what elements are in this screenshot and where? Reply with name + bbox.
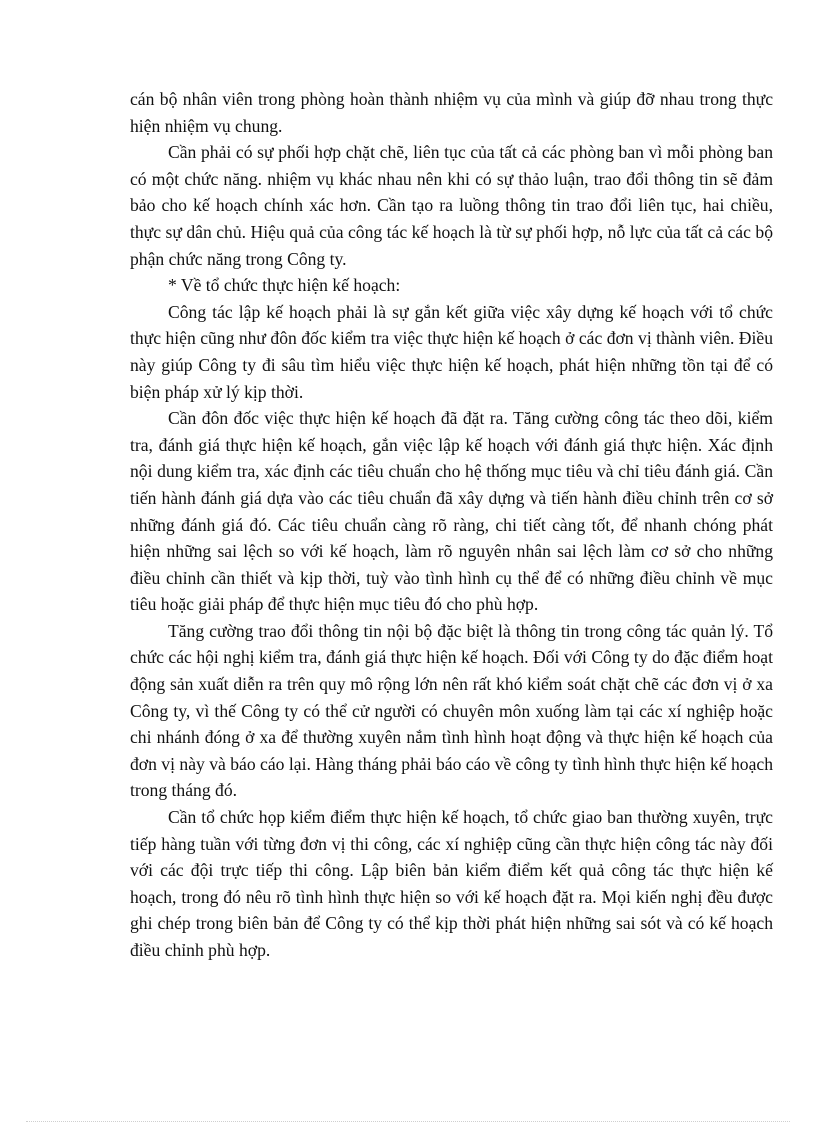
paragraph-monitoring: Cần đôn đốc việc thực hiện kế hoạch đã đặt ra. Tăng cường công tác theo dõi, kiểm tra, đánh giá thực hiện kế hoạch, gắn việc lập kế hoạch với đánh giá thực hiện. Xác định nội dung kiểm tra, xác định các tiêu chuẩn cho hệ thống mục tiêu và chỉ tiêu đánh giá. Cần tiến hành đánh giá dựa vào các tiêu chuẩn đã xây dựng và tiến hành điều chỉnh trên cơ sở những đánh giá đó. Các tiêu chuẩn càng rõ ràng, chi tiết càng tốt, để nhanh chóng phát hiện những sai lệch so với kế hoạch, làm rõ nguyên nhân sai lệch làm cơ sở cho những điều chỉnh cần thiết và kịp thời, tuỳ vào tình hình cụ thể để có những điều chỉnh về mục tiêu hoặc giải pháp để thực hiện mục tiêu đó cho phù hợp.	[130, 408, 773, 615]
section-heading-implementation: * Về tổ chức thực hiện kế hoạch:	[168, 275, 401, 296]
document-body	[130, 86, 773, 964]
page-bottom-divider	[26, 1121, 790, 1122]
paragraph-information-exchange: Tăng cường trao đổi thông tin nội bộ đặc biệt là thông tin trong công tác quản lý. Tổ chức các hội nghị kiểm tra, đánh giá thực hiện kế hoạch. Đối với Công ty do đặc điểm hoạt động sản xuất diễn ra trên quy mô rộng lớn nên rất khó kiểm soát chặt chẽ các đơn vị ở xa Công ty, vì thế Công ty có thể cử người có chuyên môn xuống làm tại các xí nghiệp hoặc chi nhánh đóng ở xa để thường xuyên nắm tình hình hoạt động và thực hiện kế hoạch của đơn vị này và báo cáo lại. Hàng tháng phải báo cáo về công ty tình hình thực hiện kế hoạch trong tháng đó.	[130, 620, 773, 801]
paragraph-continuation: cán bộ nhân viên trong phòng hoàn thành nhiệm vụ của mình và giúp đỡ nhau trong thực hiện nhiệm vụ chung.	[130, 89, 773, 136]
paragraph-review-meetings: Cần tổ chức họp kiểm điểm thực hiện kế hoạch, tổ chức giao ban thường xuyên, trực tiếp hàng tuần với từng đơn vị thi công, các xí nghiệp cũng cần thực hiện công tác này đối với các đội trực tiếp thi công. Lập biên bản kiểm điểm kết quả công tác thực hiện kế hoạch, trong đó nêu rõ tình hình thực hiện so với kế hoạch đặt ra. Mọi kiến nghị đều được ghi chép trong biên bản để Công ty có thể kịp thời phát hiện những sai sót và có kế hoạch điều chỉnh phù hợp.	[130, 807, 773, 960]
paragraph-planning-link: Công tác lập kế hoạch phải là sự gắn kết giữa việc xây dựng kế hoạch với tổ chức thực hiện cũng như đôn đốc kiểm tra việc thực hiện kế hoạch ở các đơn vị thành viên. Điều này giúp Công ty đi sâu tìm hiểu việc thực hiện kế hoạch, phát hiện những tồn tại để có biện pháp xử lý kịp thời.	[130, 301, 773, 402]
paragraph-coordination: Cần phải có sự phối hợp chặt chẽ, liên tục của tất cả các phòng ban vì mỗi phòng ban có một chức năng. nhiệm vụ khác nhau nên khi có sự thảo luận, trao đổi thông tin sẽ đảm bảo cho kế hoạch chính xác hơn. Cần tạo ra luồng thông tin trao đổi liên tục, hai chiều, thực sự dân chủ. Hiệu quả của công tác kế hoạch là từ sự phối hợp, nỗ lực của tất cả các bộ phận chức năng trong Công ty.	[130, 142, 773, 269]
